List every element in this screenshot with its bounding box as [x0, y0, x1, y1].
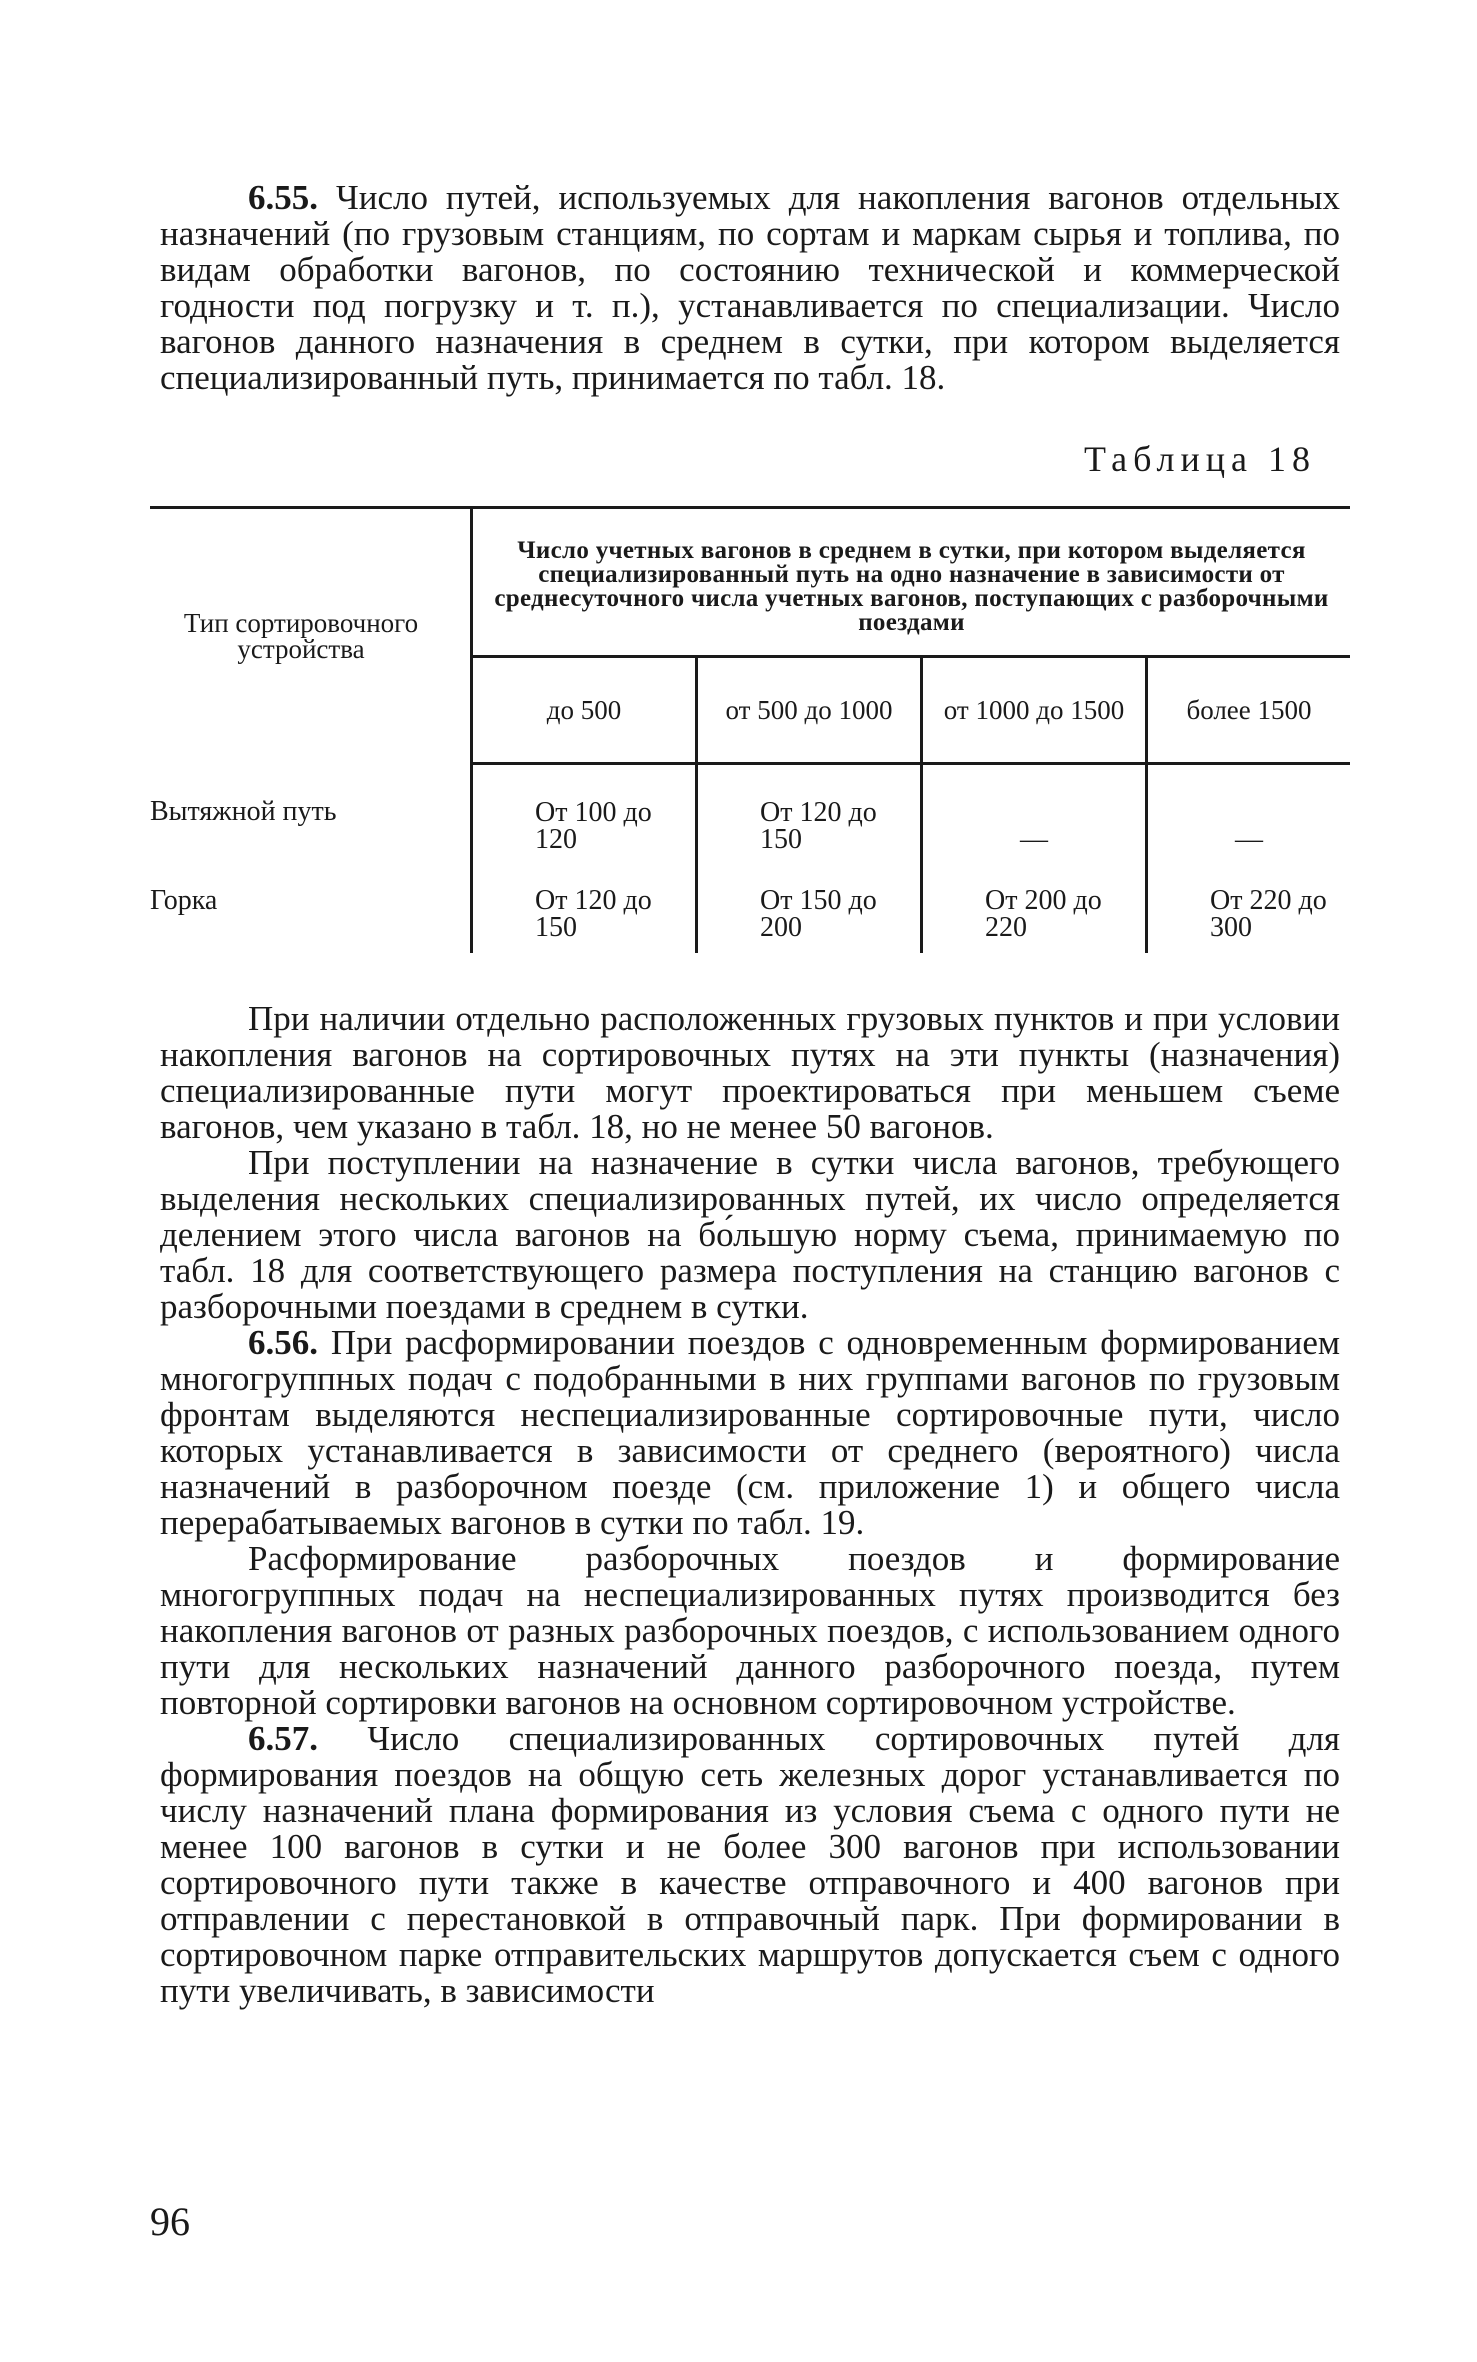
paragraph-after-table-1: При наличии отдельно расположенных грузовых пунктов и при условии накопления вагонов на сортировочных путях на эти пункты (назначения) специализированные пути могут проектироваться при меньшем съеме вагонов, чем указано в табл. 18, но не менее 50 вагонов.: [160, 999, 1340, 1146]
section-number-6-55: 6.55.: [248, 178, 318, 217]
table-cell: —: [1235, 824, 1263, 855]
table-row: [150, 764, 1350, 866]
subheader-3: от 1000 до 1500: [922, 657, 1147, 764]
page-number: 96: [150, 2199, 190, 2244]
table-caption: Таблица 18: [1084, 439, 1316, 479]
paragraph-6-57: [160, 1721, 1340, 2009]
table-cell: От 150 до 200: [697, 865, 922, 953]
table-18: [150, 506, 1350, 953]
paragraph-6-56-b: Расформирование разборочных поездов и формирование многогруппных подач на неспециализированных путях производится без накопления вагонов от разных разборочных поездов, с использованием одного пути для нескольких назначений данного разборочного поезда, путем повторной сортировки вагонов на основном сортировочном устройстве.: [160, 1539, 1340, 1722]
header-main: Число учетных вагонов в среднем в сутки, при котором выделяется специализированный путь на одно назначение в зависимости от среднесуточного числа учетных вагонов, поступающих с разборочными поездами: [472, 508, 1351, 657]
header-device-type: Тип сортировочного устройства: [150, 508, 472, 764]
subheader-2: от 500 до 1000: [697, 657, 922, 764]
paragraph-6-55-text: Число путей, используемых для накопления вагонов отдельных назначений (по грузовым станциям, по сортам и маркам сырья и топлива, по видам обработки вагонов, по состоянию технической и коммерческой годности под погрузку и т. п.), устанавливается по специализации. Число вагонов данного назначения в среднем в сутки, при котором выделяется специализированный путь, принимается по табл. 18.: [160, 178, 1341, 397]
section-number-6-56: 6.56.: [248, 1323, 318, 1362]
subheader-1: до 500: [472, 657, 697, 764]
paragraph-6-56: [160, 1325, 1340, 1541]
table-cell: От 220 до 300: [1210, 885, 1327, 943]
table-cell: От 200 до 220: [922, 865, 1147, 953]
paragraph-6-57-text: Число специализированных сортировочных путей для формирования поездов на общую сеть железных дорог устанавливается по числу назначений плана формирования из условия съема с одного пути не менее 100 вагонов в сутки и не более 300 вагонов при использовании сортировочного пути также в качестве отправочного и 400 вагонов при отправлении с перестановкой в отправочный парк. При формировании в сортировочном парке отправительских маршрутов допускается съем с одного пути увеличивать, в зависимости: [160, 1719, 1341, 2010]
row-type: Вытяжной путь: [150, 764, 472, 866]
row-type: Горка: [150, 865, 472, 953]
table-cell: От 120 до 150: [472, 865, 697, 953]
section-number-6-57: 6.57.: [248, 1719, 318, 1758]
paragraph-after-table-2: При поступлении на назначение в сутки числа вагонов, требующего выделения нескольких специализированных путей, их число определяется делением этого числа вагонов на бо́льшую норму съема, принимаемую по табл. 18 для соответствующего размера поступления на станцию вагонов с разборочными поездами в среднем в сутки.: [160, 1143, 1340, 1326]
table-row: [150, 865, 1350, 953]
table-cell: От 120 до 150: [697, 764, 922, 866]
table-cell: —: [922, 764, 1147, 866]
page-content: [150, 178, 1341, 2010]
table-cell: От 100 до 120: [472, 764, 697, 866]
paragraph-6-55: [160, 180, 1340, 396]
subheader-4: более 1500: [1147, 657, 1351, 764]
paragraph-6-56-text: При расформировании поездов с одновременным формированием многогруппных подач с подобранными в них группами вагонов по грузовым фронтам выделяются неспециализированные сортировочные пути, число которых устанавливается в зависимости от среднего (вероятного) числа назначений в разборочном поезде (см. приложение 1) и общего числа перерабатываемых вагонов в сутки по табл. 19.: [160, 1323, 1341, 1542]
